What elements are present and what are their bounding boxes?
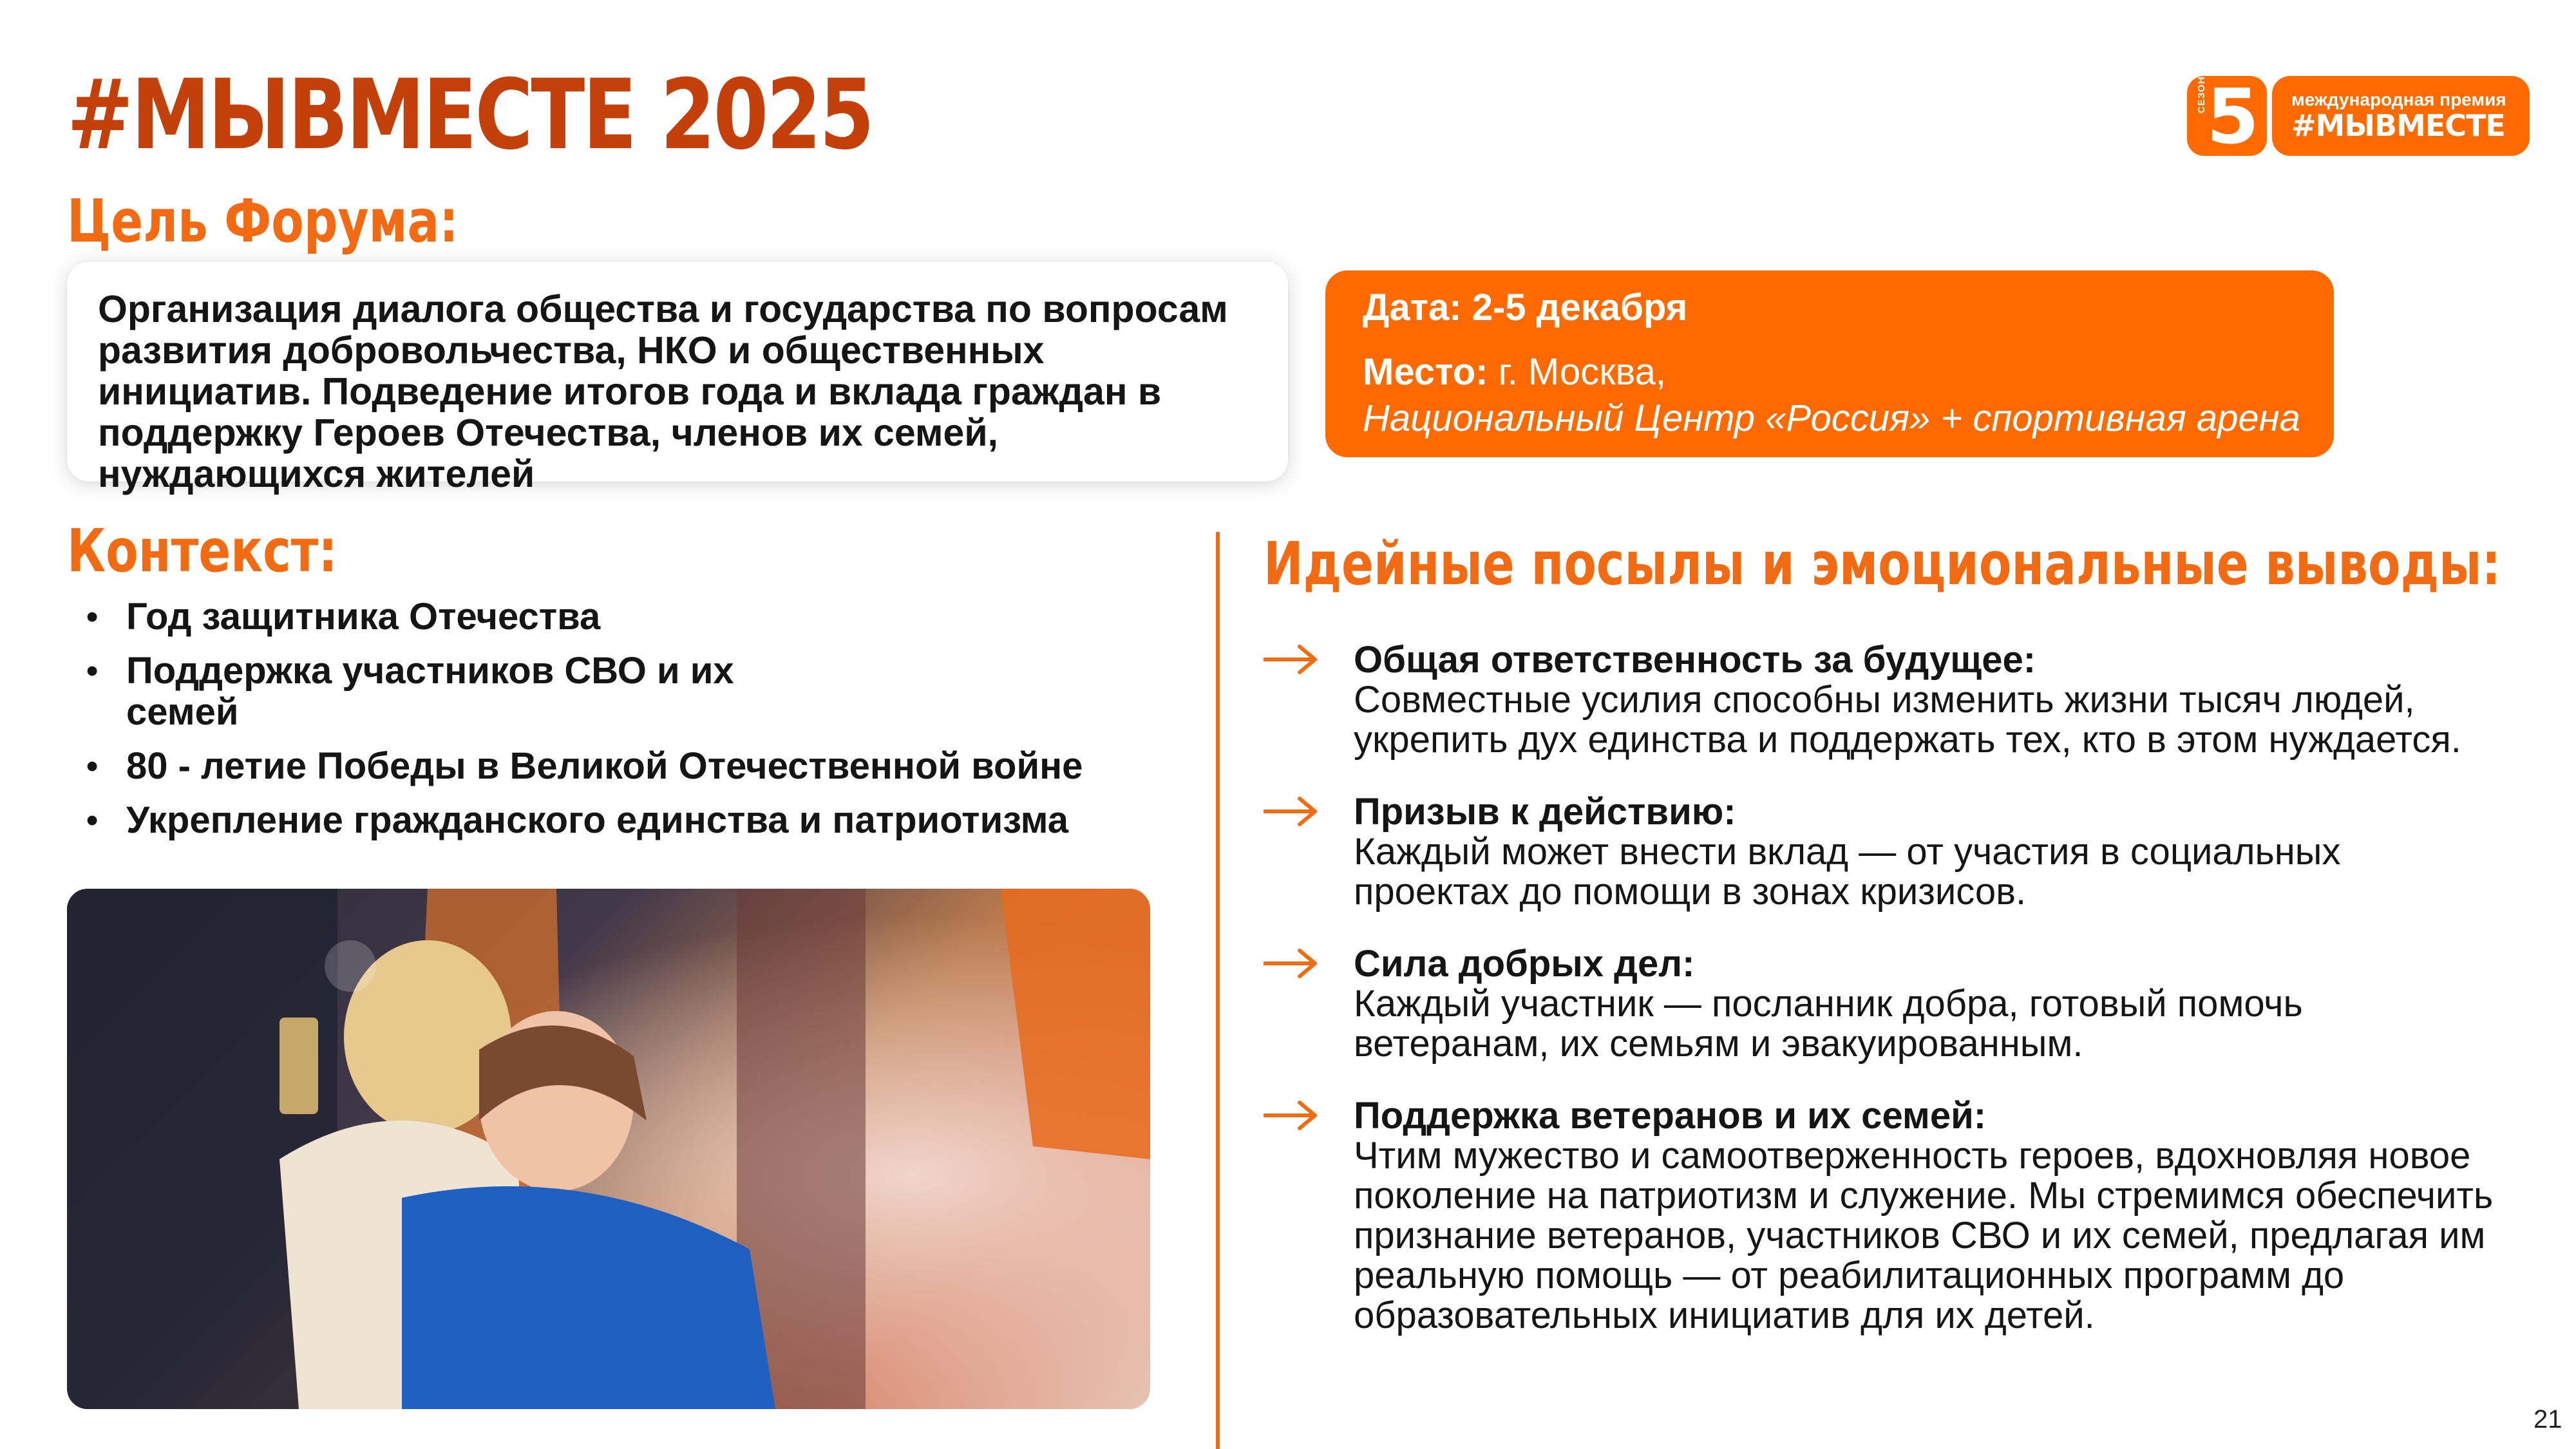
- award-big-text: #МЫВМЕСТЕ: [2291, 108, 2505, 144]
- event-place: [1363, 349, 2297, 395]
- page-number: 21: [2533, 1405, 2562, 1434]
- idea-text: Каждый участник — посланник добра, готовый помочь ветеранам, их семьям и эвакуированным.: [1354, 983, 2303, 1065]
- event-info-card: [1325, 270, 2334, 457]
- context-item: • Год защитника Отечества: [84, 596, 1217, 638]
- context-item: • 80 - летие Победы в Великой Отечественной войне: [84, 746, 1217, 787]
- season-label: СЕЗОН: [2196, 76, 2207, 113]
- ideas-list: [1264, 640, 2545, 1368]
- context-heading: Контекст:: [67, 516, 337, 585]
- date-value: 2-5 декабря: [1472, 287, 1688, 328]
- slide-title: #МЫВМЕСТЕ 2025: [67, 59, 873, 171]
- idea-text: Каждый может внести вклад — от участия в социальных проектах до помощи в зонах кризисов.: [1354, 831, 2341, 913]
- arrow-right-icon: [1264, 948, 1318, 979]
- photo-illustration: [67, 889, 1150, 1409]
- context-item: • Укрепление гражданского единства и патриотизма: [84, 800, 1217, 841]
- context-list: [84, 596, 1217, 854]
- idea-title: Общая ответственность за будущее:: [1354, 639, 2036, 681]
- goal-text: Организация диалога общества и государства по вопросам развития добровольчества, НКО и общественных инициатив. Подведение итогов года и вклада граждан в поддержку Героев Отечества, членов их семей, нуждающихся жителей: [98, 288, 1228, 495]
- idea-title: Сила добрых дел:: [1354, 943, 1695, 985]
- column-divider: [1216, 532, 1220, 1449]
- idea-text: Совместные усилия способны изменить жизни тысяч людей, укрепить дух единства и поддержать тех, кто в этом нуждается.: [1354, 679, 2461, 761]
- idea-item: [1264, 1096, 2545, 1336]
- season-five-badge: [2187, 72, 2267, 161]
- idea-item: [1264, 944, 2545, 1064]
- idea-item: [1264, 640, 2545, 760]
- award-small-text: международная премия: [2291, 90, 2506, 110]
- goal-card: [67, 261, 1288, 495]
- ideas-heading: Идейные посылы и эмоциональные выводы:: [1264, 529, 2501, 598]
- idea-title: Поддержка ветеранов и их семей:: [1354, 1095, 1987, 1137]
- event-date: [1363, 285, 2297, 331]
- season-number: 5: [2206, 72, 2260, 161]
- idea-text: Чтим мужество и самоотверженность героев, вдохновляя новое поколение на патриотизм и служение. Мы стремимся обеспечить признание ветеранов, участников СВО и их семей, предлагая им реальную помощь — от реабилитационных программ до образовательных инициатив для их детей.: [1354, 1135, 2494, 1336]
- arrow-right-icon: [1264, 796, 1318, 827]
- date-label: Дата:: [1363, 287, 1462, 328]
- place-label: Место:: [1363, 351, 1488, 393]
- arrow-right-icon: [1264, 644, 1318, 675]
- goal-heading: Цель Форума:: [67, 187, 459, 256]
- volunteers-hug-photo: [67, 889, 1150, 1409]
- idea-title: Призыв к действию:: [1354, 791, 1736, 833]
- context-item: • Поддержка участников СВО и их семей: [84, 650, 792, 733]
- place-value: г. Москва,: [1498, 351, 1667, 393]
- award-logo: [2187, 72, 2530, 161]
- award-name-pill: [2272, 76, 2530, 156]
- event-venue: Национальный Центр «Россия» + спортивная арена: [1363, 397, 2300, 439]
- arrow-right-icon: [1264, 1100, 1318, 1131]
- idea-item: [1264, 792, 2545, 912]
